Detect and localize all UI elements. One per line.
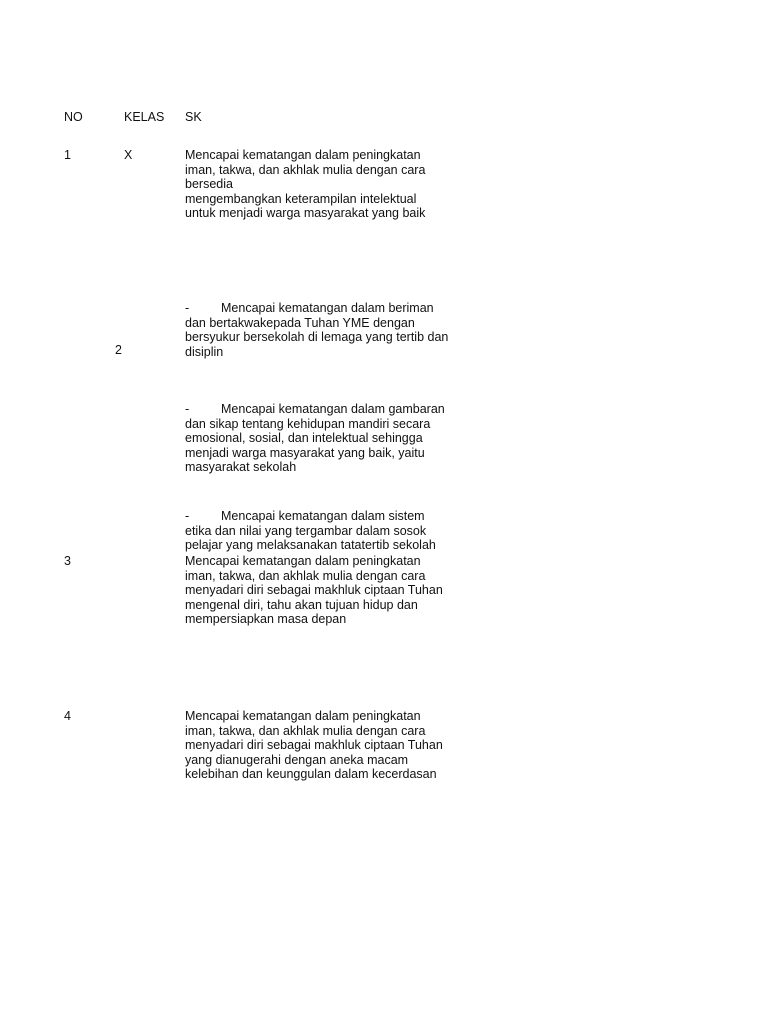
sk-line: - Mencapai kematangan dalam beriman xyxy=(185,301,434,315)
row-3-no: 3 xyxy=(64,554,71,568)
sk-line: dan bertakwakepada Tuhan YME dengan xyxy=(185,315,415,330)
row-2-item-2 xyxy=(185,402,470,475)
row-4-sk xyxy=(185,709,470,782)
sk-line: yang dianugerahi dengan aneka macam xyxy=(185,752,409,767)
sk-line: - Mencapai kematangan dalam gambaran xyxy=(185,402,445,416)
row-2-item-1 xyxy=(185,301,470,359)
header-no: NO xyxy=(64,110,83,124)
row-1-sk xyxy=(185,148,470,221)
sk-line: masyarakat sekolah xyxy=(185,460,297,474)
sk-line: pelajar yang melaksanakan tatatertib sekolah xyxy=(185,538,436,552)
sk-line: untuk menjadi warga masyarakat yang baik xyxy=(185,206,426,220)
sk-line: mengembangkan keterampilan intelektual xyxy=(185,191,417,206)
row-2-no: 2 xyxy=(115,343,122,357)
sk-line: menyadari diri sebagai makhluk ciptaan Tuhan xyxy=(185,738,443,752)
sk-line: dan sikap tentang kehidupan mandiri secara xyxy=(185,416,431,431)
sk-line: iman, takwa, dan akhlak mulia dengan cara xyxy=(185,723,426,738)
row-4-no: 4 xyxy=(64,709,71,723)
row-3-sk xyxy=(185,554,470,627)
sk-line: etika dan nilai yang tergambar dalam sosok xyxy=(185,523,427,538)
sk-line: kelebihan dan keunggulan dalam kecerdasan xyxy=(185,767,437,781)
sk-line: iman, takwa, dan akhlak mulia dengan cara xyxy=(185,568,426,583)
sk-line: menyadari diri sebagai makhluk ciptaan Tuhan xyxy=(185,583,443,597)
sk-line: iman, takwa, dan akhlak mulia dengan cara xyxy=(185,162,426,177)
row-1-kelas: X xyxy=(124,148,133,162)
sk-line: bersedia xyxy=(185,177,233,191)
sk-line: disiplin xyxy=(185,344,224,359)
sk-line: bersyukur bersekolah di lemaga yang tertib dan xyxy=(185,330,449,344)
header-sk: SK xyxy=(185,110,202,124)
sk-line: emosional, sosial, dan intelektual sehingga xyxy=(185,431,423,445)
sk-line: Mencapai kematangan dalam peningkatan xyxy=(185,554,421,568)
bullet-dash: - xyxy=(185,301,190,315)
header-kelas: KELAS xyxy=(124,110,165,124)
sk-line: - Mencapai kematangan dalam sistem xyxy=(185,509,425,523)
row-1-no: 1 xyxy=(64,148,71,162)
bullet-dash: - xyxy=(185,402,190,416)
sk-line: Mencapai kematangan dalam peningkatan xyxy=(185,709,421,723)
sk-line: menjadi warga masyarakat yang baik, yaitu xyxy=(185,445,425,460)
sk-line: mengenal diri, tahu akan tujuan hidup dan xyxy=(185,597,418,612)
row-2-item-3 xyxy=(185,509,470,553)
bullet-dash: - xyxy=(185,509,190,523)
sk-line: Mencapai kematangan dalam peningkatan xyxy=(185,148,421,162)
sk-line: mempersiapkan masa depan xyxy=(185,612,347,626)
